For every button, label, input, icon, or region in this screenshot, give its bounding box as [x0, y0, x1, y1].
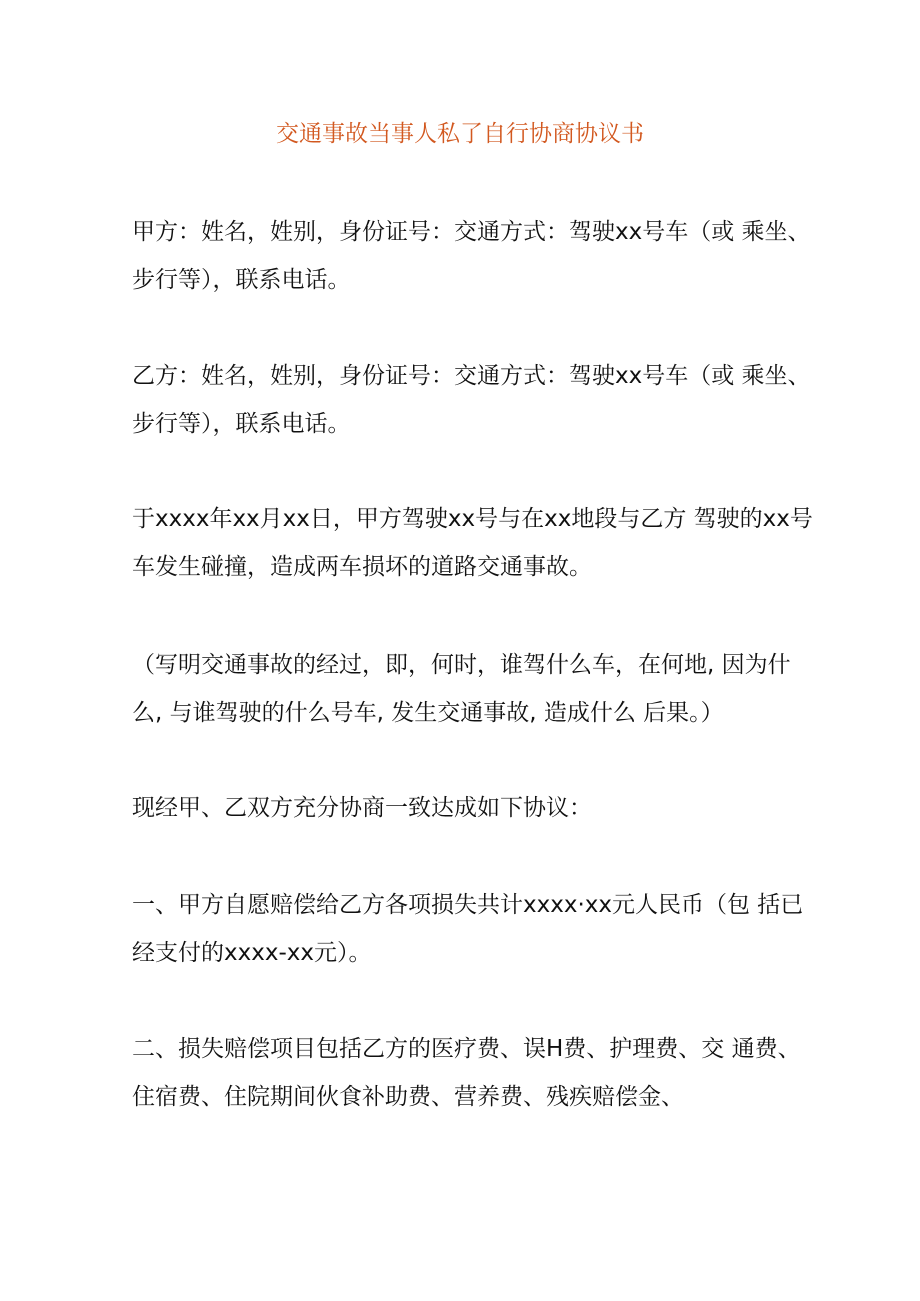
document-title: 交通事故当事人私了自行协商协议书: [276, 121, 644, 147]
paragraph-line: （写明交通事故的经过，即，何时，谁驾什么车，在何地, 因为什: [132, 652, 791, 678]
accident-detail-note-paragraph: [132, 641, 822, 737]
party-a-paragraph: [132, 208, 822, 304]
paragraph-line: 住宿费、住院期间伙食补助费、营养费、残疾赔偿金、: [132, 1084, 684, 1110]
clause-one-paragraph: [132, 881, 822, 977]
clause-two-paragraph: [132, 1025, 822, 1121]
paragraph-line: 一、甲方自愿赔偿给乙方各项损失共计xxxx·xx元人民币（包 括已: [132, 892, 804, 918]
paragraph-line: 经支付的xxxx-xx元）。: [132, 940, 372, 966]
paragraph-line: 步行等），联系电话。: [132, 411, 351, 437]
party-b-paragraph: [132, 352, 822, 448]
paragraph-line: 步行等），联系电话。: [132, 267, 351, 293]
paragraph-line: 二、损失赔偿项目包括乙方的医疗费、误H费、护理费、交 通费、: [132, 1036, 801, 1062]
paragraph-line: 么, 与谁驾驶的什么号车, 发生交通事故, 造成什么 后果。）: [132, 700, 724, 726]
paragraph-line: 车发生碰撞，造成两车损坏的道路交通事故。: [132, 554, 592, 580]
paragraph-line: 于xxxx年xx月xx日，甲方驾驶xx号与在xx地段与乙方 驾驶的xx号: [132, 506, 813, 532]
accident-description-paragraph: [132, 495, 822, 591]
agreement-intro-paragraph: [132, 784, 822, 832]
paragraph-line: 乙方：姓名，姓别，身份证号：交通方式：驾驶xx号车（或 乘坐、: [132, 363, 811, 389]
paragraph-line: 甲方：姓名，姓别，身份证号：交通方式：驾驶xx号车（或 乘坐、: [132, 219, 811, 245]
paragraph-line: 现经甲、乙双方充分协商一致达成如下协议：: [132, 795, 592, 821]
